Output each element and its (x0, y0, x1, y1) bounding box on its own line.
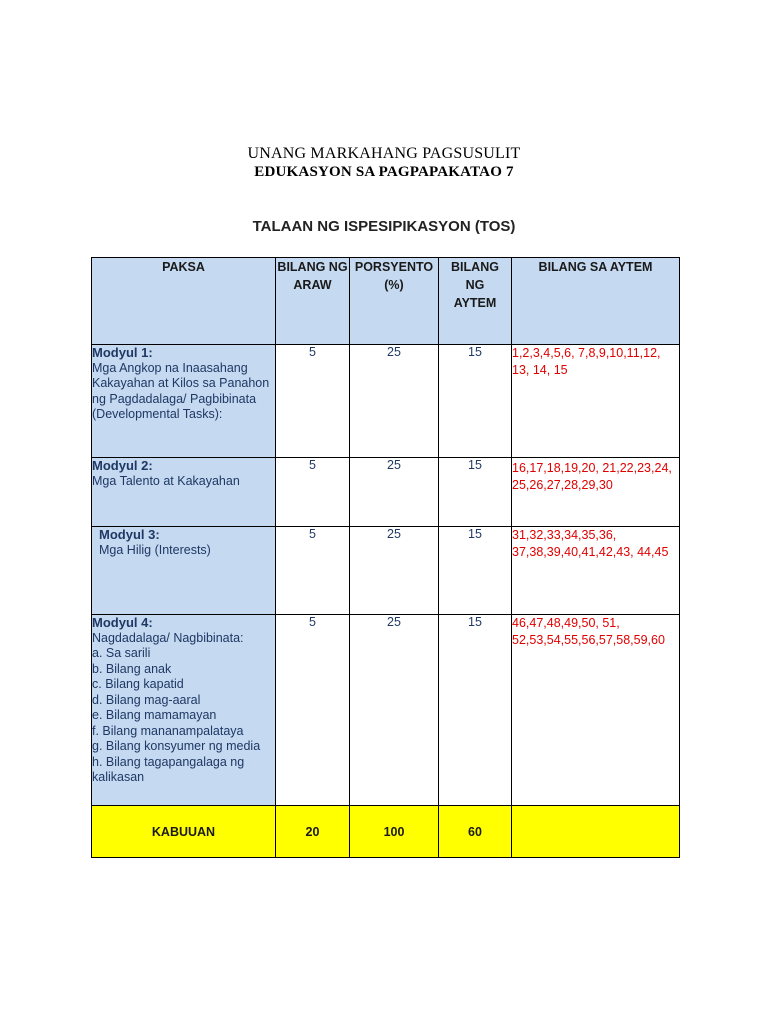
module-name: Modyul 4: (92, 615, 153, 630)
total-label: KABUUAN (92, 806, 276, 858)
days-cell: 5 (276, 345, 350, 458)
module-name: Modyul 2: (92, 458, 153, 473)
percent-cell: 25 (350, 615, 439, 806)
item-count-cell: 15 (439, 615, 512, 806)
item-numbers-cell: 31,32,33,34,35,36, 37,38,39,40,41,42,43, 44,45 (512, 527, 680, 615)
table-title: TALAAN NG ISPESIPIKASYON (TOS) (252, 218, 516, 235)
item-numbers-cell: 16,17,18,19,20, 21,22,23,24, 25,26,27,28,29,30 (512, 458, 680, 527)
sub-item: c. Bilang kapatid (92, 677, 184, 691)
days-cell: 5 (276, 458, 350, 527)
module-description: Mga Hilig (Interests) (99, 542, 211, 557)
days-cell: 5 (276, 527, 350, 615)
sub-item: f. Bilang mananampalataya (92, 723, 244, 738)
sub-item: e. Bilang mamamayan (92, 708, 217, 722)
days-cell: 5 (276, 615, 350, 806)
module-name: Modyul 3: (99, 527, 160, 542)
exam-title: UNANG MARKAHANG PAGSUSULIT (247, 145, 521, 162)
topic-cell (92, 527, 276, 615)
item-numbers-cell: 46,47,48,49,50, 51, 52,53,54,55,56,57,58,59,60 (512, 615, 680, 806)
item-count-cell: 15 (439, 527, 512, 615)
item-numbers-cell: 1,2,3,4,5,6, 7,8,9,10,11,12, 13, 14, 15 (512, 345, 680, 458)
topic-cell (92, 458, 276, 527)
percent-cell: 25 (350, 458, 439, 527)
total-items: 60 (439, 806, 512, 858)
sub-item: b. Bilang anak (92, 661, 172, 676)
total-row (92, 806, 680, 858)
topic-cell (92, 615, 276, 806)
item-count-cell: 15 (439, 458, 512, 527)
module-description: Nagdadalaga/ Nagbibinata: (92, 630, 244, 645)
percent-cell: 25 (350, 345, 439, 458)
table-row (92, 527, 680, 615)
sub-item: d. Bilang mag-aaral (92, 692, 201, 707)
sub-item: h. Bilang tagapangalaga ng kalikasan (92, 754, 245, 784)
total-item-numbers (512, 806, 680, 858)
module-name: Modyul 1: (92, 345, 153, 360)
topic-cell (92, 345, 276, 458)
sub-item: g. Bilang konsyumer ng media (92, 739, 261, 753)
module-description: Mga Angkop na Inaasahang Kakayahan at Kilos sa Panahon ng Pagdadalaga/ Pagbibinata (Developmental Tasks): (92, 360, 270, 421)
sub-item: a. Sa sarili (92, 646, 151, 660)
header-row (92, 258, 680, 345)
header-porsyento: PORSYENTO (%) (350, 258, 439, 345)
module-description: Mga Talento at Kakayahan (92, 473, 240, 488)
header-bilang-aytem: BILANG NG AYTEM (439, 258, 512, 345)
table-row (92, 615, 680, 806)
table-row (92, 345, 680, 458)
total-percent: 100 (350, 806, 439, 858)
subject-title: EDUKASYON SA PAGPAPAKATAO 7 (254, 164, 514, 180)
table-row (92, 458, 680, 527)
total-days: 20 (276, 806, 350, 858)
tos-table (91, 257, 680, 858)
header-bilang-araw: BILANG NG ARAW (276, 258, 350, 345)
header-bilang-sa-aytem: BILANG SA AYTEM (512, 258, 680, 345)
header-paksa: PAKSA (92, 258, 276, 345)
item-count-cell: 15 (439, 345, 512, 458)
percent-cell: 25 (350, 527, 439, 615)
